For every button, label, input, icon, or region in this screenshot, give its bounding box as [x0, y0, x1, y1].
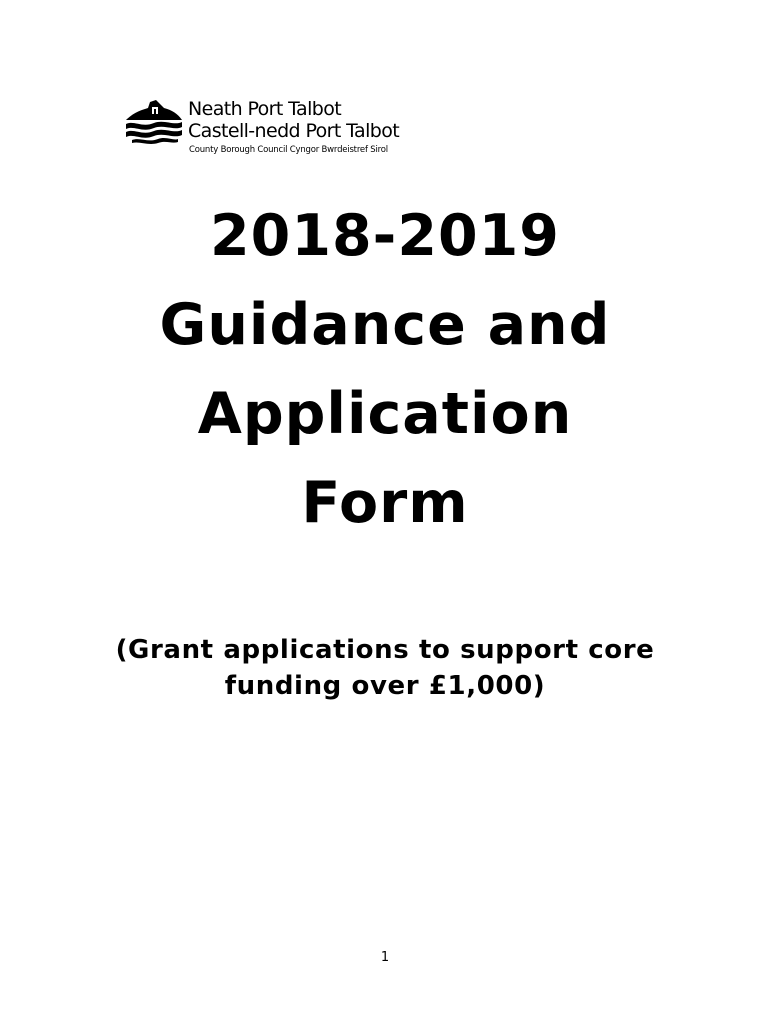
subtitle-line: funding over £1,000) [224, 671, 546, 701]
page-number: 1 [380, 950, 390, 965]
title-line: Guidance and [159, 292, 611, 358]
title-line: Application [197, 381, 573, 447]
logo-text-english: Neath Port Talbot [188, 98, 342, 120]
title-line: Form [301, 470, 469, 536]
council-logo [124, 98, 400, 160]
document-title [0, 192, 770, 548]
document-subtitle [0, 632, 770, 704]
council-emblem-icon [124, 98, 184, 144]
subtitle-line: (Grant applications to support core [115, 635, 655, 665]
logo-text-welsh: Castell-nedd Port Talbot [188, 120, 400, 142]
title-line: 2018-2019 [210, 203, 560, 269]
logo-text-council: County Borough Council Cyngor Bwrdeistref Sirol [189, 145, 388, 155]
